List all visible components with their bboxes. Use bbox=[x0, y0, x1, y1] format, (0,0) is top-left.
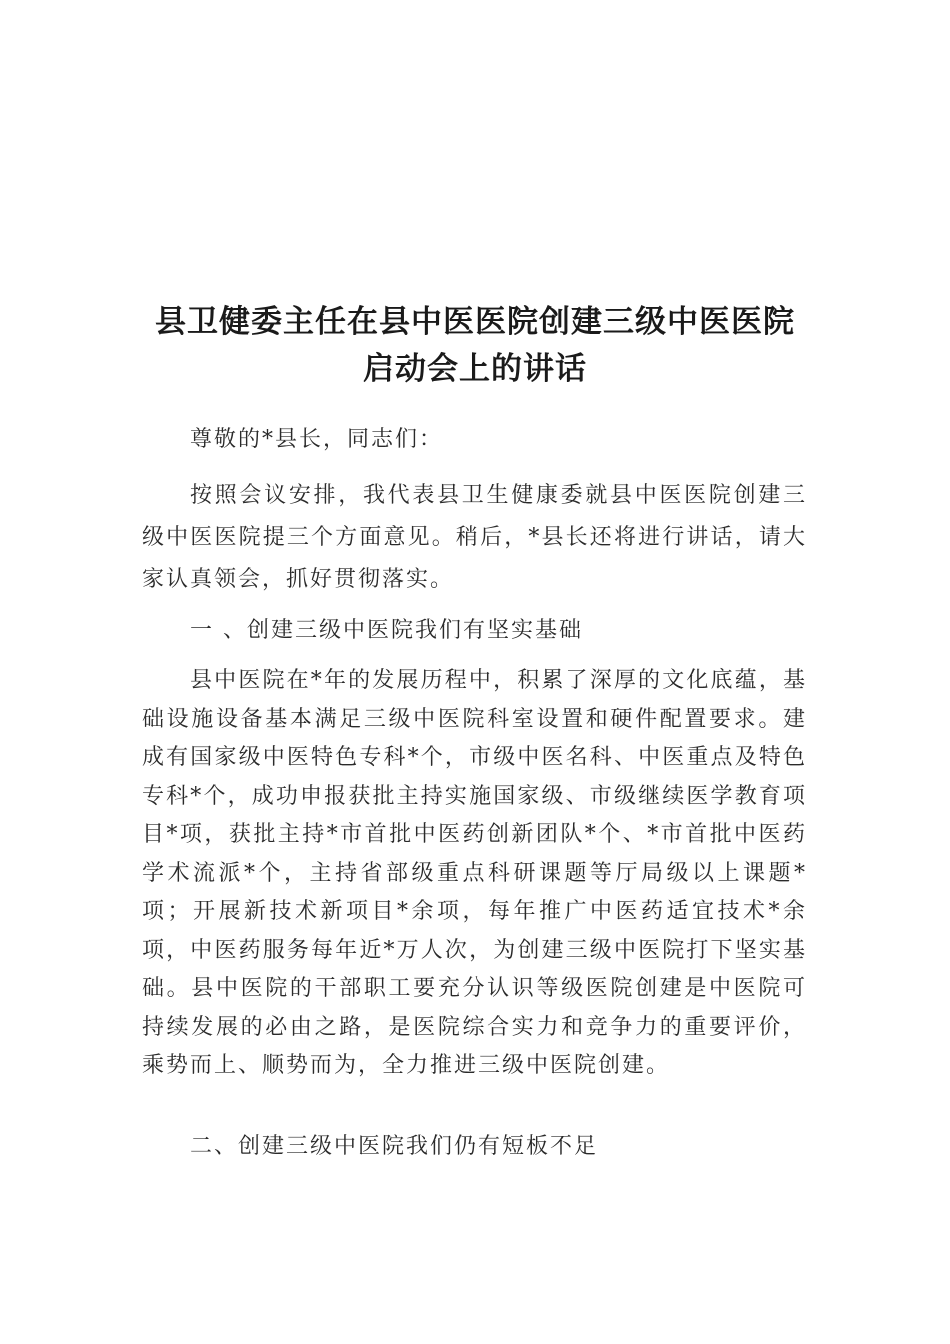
document-title-line2: 启动会上的讲话 bbox=[363, 351, 587, 387]
greeting: 尊敬的*县长，同志们： bbox=[190, 427, 444, 452]
intro-paragraph: 按照会议安排，我代表县卫生健康委就县中医医院创建三级中医医院提三个方面意见。稍后，*县长还将进行讲话，请大家认真领会，抓好贯彻落实。 bbox=[142, 483, 807, 592]
section-heading-2: 二、创建三级中医院我们仍有短板不足 bbox=[190, 1134, 599, 1159]
document-title-line1: 县卫健委主任在县中医医院创建三级中医医院 bbox=[155, 304, 795, 340]
section-heading-1: 一 、创建三级中医院我们有坚实基础 bbox=[190, 618, 583, 643]
section-paragraph-1: 县中医院在*年的发展历程中，积累了深厚的文化底蕴，基础设施设备基本满足三级中医院科室设置和硬件配置要求。建成有国家级中医特色专科*个，市级中医名科、中医重点及特色专科*个，成功申报获批主持实施国家级、市级继续医学教育项目*项，获批主持*市首批中医药创新团队*个、*市首批中医药学术流派*个，主持省部级重点科研课题等厅局级以上课题*项；开展新技术新项目*余项，每年推广中医药适宜技术*余项，中医药服务每年近*万人次，为创建三级中医院打下坚实基础。县中医院的干部职工要充分认识等级医院创建是中医院可持续发展的必由之路，是医院综合实力和竞争力的重要评价，乘势而上、顺势而为，全力推进三级中医院创建。 bbox=[142, 668, 807, 1078]
